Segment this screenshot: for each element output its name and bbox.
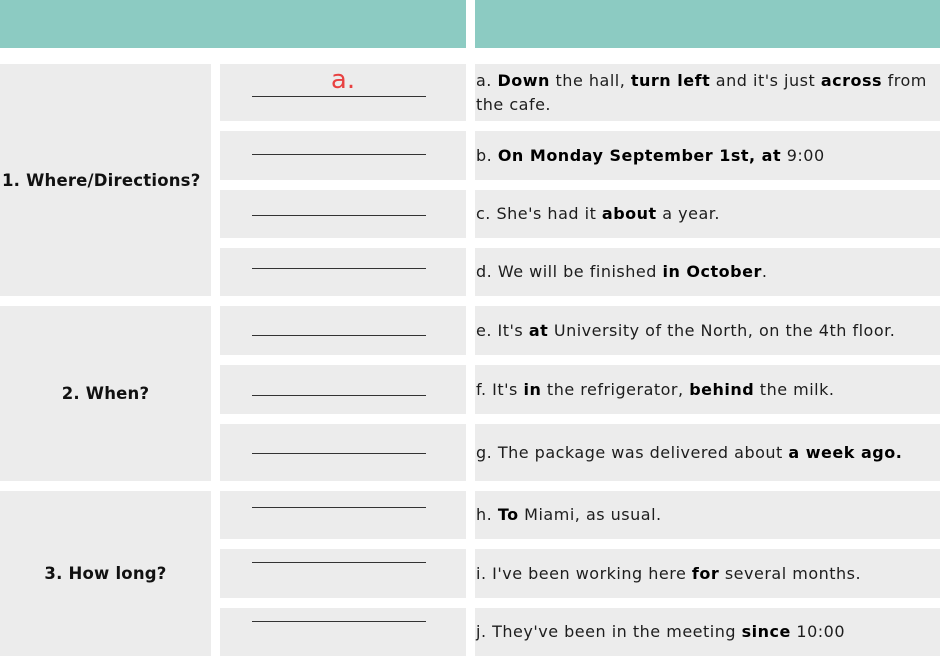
bold-phrase: in October bbox=[662, 262, 762, 281]
statement-a bbox=[475, 64, 940, 121]
text-run: the refrigerator, bbox=[541, 379, 690, 399]
text-run: and it's just bbox=[710, 70, 821, 90]
text-run: b. bbox=[476, 145, 498, 165]
answer-letter: a. bbox=[330, 65, 356, 95]
text-run: a. bbox=[476, 70, 498, 90]
statement-b bbox=[475, 131, 940, 180]
blank-line bbox=[252, 268, 426, 269]
statement-text bbox=[476, 202, 720, 226]
bold-phrase: turn left bbox=[630, 70, 711, 90]
statement-text bbox=[476, 319, 895, 343]
blank-line bbox=[252, 395, 426, 396]
text-run: i. I've been working here bbox=[476, 563, 692, 583]
bold-phrase: To bbox=[497, 505, 519, 524]
statement-e bbox=[475, 306, 940, 355]
answer-blank-row[interactable] bbox=[220, 608, 466, 656]
text-run: Miami, as usual. bbox=[518, 505, 662, 524]
answer-blank-row[interactable] bbox=[220, 248, 466, 296]
text-run: University of the North, on the 4th floor. bbox=[548, 320, 896, 340]
statement-f bbox=[475, 365, 940, 414]
blank-line bbox=[252, 154, 426, 155]
header-bar-left bbox=[0, 0, 466, 48]
text-run: a year. bbox=[656, 204, 720, 223]
answer-blank-row[interactable] bbox=[220, 491, 466, 539]
blank-line bbox=[252, 562, 426, 563]
blank-line bbox=[252, 335, 426, 336]
text-run: several months. bbox=[719, 563, 862, 583]
answer-blank-row[interactable] bbox=[220, 365, 466, 414]
statement-text bbox=[476, 69, 934, 117]
answer-blank-row[interactable] bbox=[220, 424, 466, 481]
text-run: d. We will be finished bbox=[476, 262, 663, 281]
text-run: the hall, bbox=[549, 70, 631, 90]
text-run: 10:00 bbox=[790, 622, 846, 641]
answer-blank-row[interactable] bbox=[220, 131, 466, 180]
statement-text bbox=[476, 503, 662, 527]
statement-g bbox=[475, 424, 940, 481]
text-run: the milk. bbox=[754, 379, 835, 399]
text-run: g. The package was delivered about bbox=[476, 442, 789, 462]
text-run: f. It's bbox=[476, 379, 524, 399]
category-when bbox=[0, 306, 211, 481]
blank-line bbox=[252, 621, 426, 622]
answer-blank-row[interactable] bbox=[220, 306, 466, 355]
statement-d bbox=[475, 248, 940, 296]
statement-c bbox=[475, 190, 940, 238]
text-run: from the cafe. bbox=[476, 70, 927, 114]
blank-line bbox=[252, 96, 426, 97]
bold-phrase: for bbox=[691, 563, 720, 583]
bold-phrase: in bbox=[523, 379, 542, 399]
statement-j bbox=[475, 608, 940, 656]
answer-blank-row[interactable] bbox=[220, 190, 466, 238]
statement-text bbox=[476, 260, 767, 284]
bold-phrase: at bbox=[528, 320, 549, 340]
bold-phrase: across bbox=[820, 70, 883, 90]
text-run: e. It's bbox=[476, 320, 529, 340]
bold-phrase: a week ago. bbox=[788, 442, 903, 462]
bold-phrase: behind bbox=[689, 379, 755, 399]
bold-phrase: On Monday September 1st, at bbox=[497, 145, 782, 165]
statement-text bbox=[476, 620, 845, 644]
blank-line bbox=[252, 215, 426, 216]
statement-i bbox=[475, 549, 940, 598]
text-run: 9:00 bbox=[781, 145, 825, 165]
bold-phrase: since bbox=[741, 622, 791, 641]
bold-phrase: about bbox=[601, 204, 657, 223]
category-label: 2. When? bbox=[61, 384, 150, 403]
bold-phrase: Down bbox=[497, 70, 550, 90]
statement-h bbox=[475, 491, 940, 539]
category-label: 3. How long? bbox=[44, 564, 167, 583]
answer-blank-row[interactable] bbox=[220, 549, 466, 598]
text-run: c. She's had it bbox=[476, 204, 602, 223]
statement-text bbox=[476, 144, 825, 168]
blank-line bbox=[252, 507, 426, 508]
category-label: 1. Where/Directions? bbox=[2, 170, 201, 190]
text-run: . bbox=[761, 262, 768, 281]
blank-line bbox=[252, 453, 426, 454]
text-run: j. They've been in the meeting bbox=[476, 622, 742, 641]
category-where-directions bbox=[0, 64, 211, 296]
statement-text bbox=[476, 378, 834, 402]
category-how-long bbox=[0, 491, 211, 656]
text-run: h. bbox=[476, 505, 498, 524]
statement-text bbox=[476, 441, 902, 465]
answer-blank-row[interactable] bbox=[220, 64, 466, 121]
header-bar-right bbox=[475, 0, 940, 48]
statement-text bbox=[476, 562, 861, 586]
